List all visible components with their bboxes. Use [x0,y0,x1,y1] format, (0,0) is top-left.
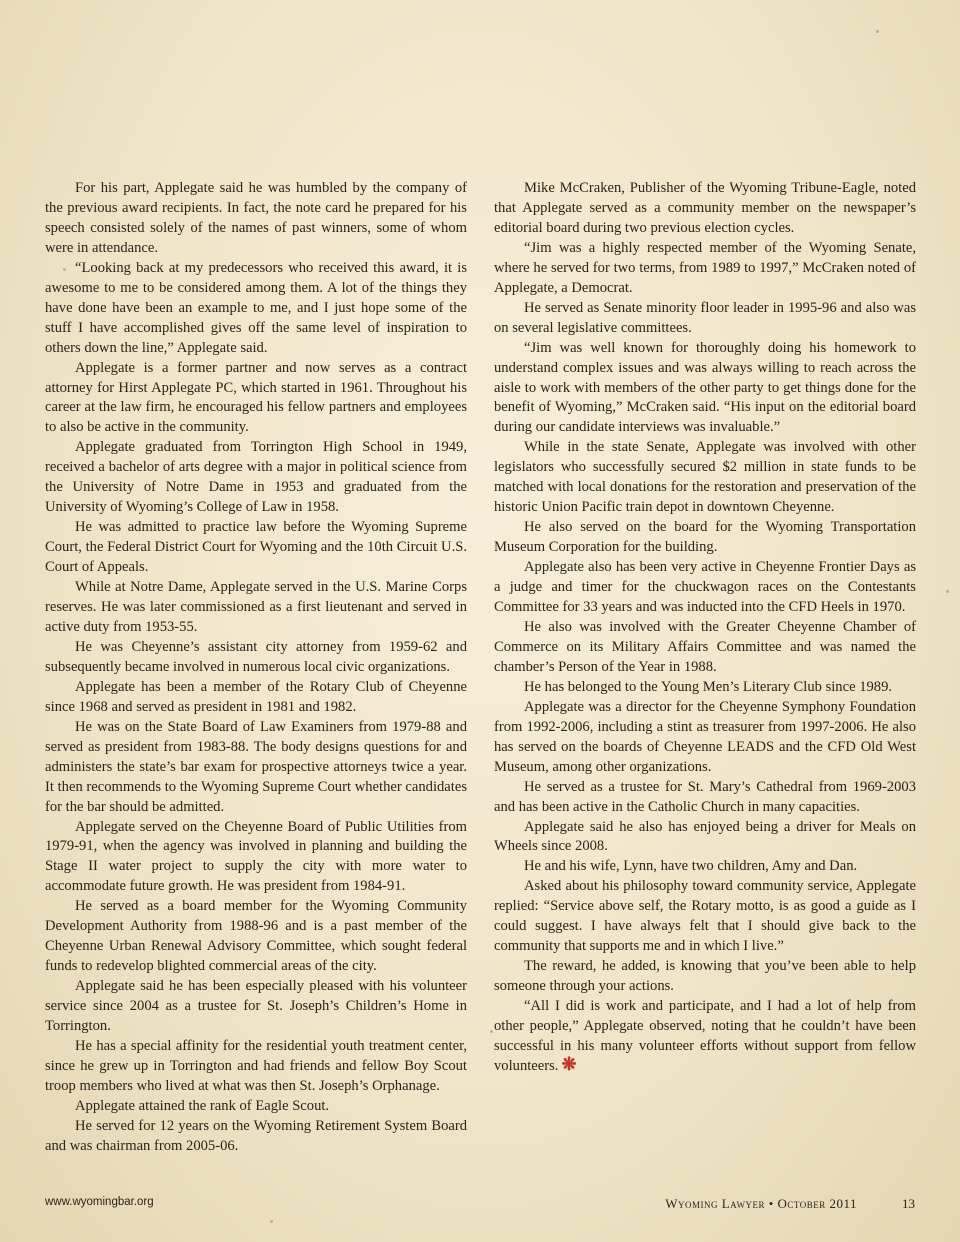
paragraph: Applegate said he has been especially pleased with his volunteer service since 2004 as a trustee for St. Joseph’s Children’s Home in Torrington. [45,978,467,1035]
article-right-column [494,179,916,1077]
paragraph: He served as a board member for the Wyoming Community Development Authority from 1988-96 and is a past member of the Cheyenne Urban Renewal Advisory Committee, which sought federal funds to redevelop blighted commercial areas of the city. [45,898,467,975]
paragraph: He was Cheyenne’s assistant city attorney from 1959-62 and subsequently became involved in numerous local civic organizations. [45,638,467,675]
end-mark-icon: ❋ [561,1053,577,1074]
footer-publication: Wyoming Lawyer • October 2011 [665,1196,857,1211]
paragraph: Applegate has been a member of the Rotary Club of Cheyenne since 1968 and served as president in 1981 and 1982. [45,678,467,715]
paper-speck [876,30,879,33]
footer-url-link[interactable]: www.wyomingbar.org [45,1196,154,1208]
paragraph: Applegate graduated from Torrington High School in 1949, received a bachelor of arts degree with a major in political science from the University of Notre Dame in 1953 and graduated from the University of Wyoming’s College of Law in 1958. [45,439,467,516]
paragraph: “Jim was well known for thoroughly doing his homework to understand complex issues and was always willing to reach across the aisle to work with members of the other party to get things done for the benefit of Wyoming,” McCraken said. “His input on the editorial board during our candidate interviews was invaluable.” [494,339,916,436]
paragraph: The reward, he added, is knowing that you’ve been able to help someone through your actions. [494,958,916,995]
paragraph: Asked about his philosophy toward community service, Applegate replied: “Service above self, the Rotary motto, is as good a guide as I could suggest. I have always felt that I should give back to the community that supports me and in which I live.” [494,878,916,955]
paragraph: He also was involved with the Greater Cheyenne Chamber of Commerce on its Military Affairs Committee and was named the chamber’s Person of the Year in 1988. [494,618,916,675]
paragraph: He has belonged to the Young Men’s Literary Club since 1989. [524,678,893,695]
paragraph: Applegate is a former partner and now serves as a contract attorney for Hirst Applegate PC, which started in 1961. Throughout his career at the law firm, he encouraged his fellow partners and employees to also be active in the community. [45,359,467,436]
paragraph: Applegate served on the Cheyenne Board of Public Utilities from 1979-91, when the agency was involved in planning and building the Stage II water project to supply the city with more water to accommodate future growth. He was president from 1984-91. [45,818,467,895]
paragraph: He was on the State Board of Law Examiners from 1979-88 and served as president from 1983-88. The body designs questions for and administers the state’s bar exam for prospective attorneys twice a year. It then recommends to the Wyoming Supreme Court whether candidates for the bar should be admitted. [45,718,467,815]
paragraph: “Looking back at my predecessors who received this award, it is awesome to me to be considered among them. A lot of the things they have done have been an example to me, and I just hope some of the stuff I have accomplished gives off the same level of inspiration to others down the line,” Applegate said. [45,259,467,356]
page-number: 13 [902,1196,915,1211]
paragraph: Mike McCraken, Publisher of the Wyoming Tribune-Eagle, noted that Applegate served as a community member on the newspaper’s editorial board during two previous election cycles. [494,180,916,236]
paper-speck [490,1030,493,1033]
article-left-column [45,179,467,1157]
page-footer [45,1196,915,1214]
paragraph: While at Notre Dame, Applegate served in the U.S. Marine Corps reserves. He was later commissioned as a first lieutenant and served in active duty from 1953-55. [45,579,467,635]
paragraph: He served as a trustee for St. Mary’s Cathedral from 1969-2003 and has been active in the Catholic Church in many capacities. [494,778,916,815]
paragraph: He and his wife, Lynn, have two children, Amy and Dan. [524,858,858,875]
paragraph: Applegate also has been very active in Cheyenne Frontier Days as a judge and timer for the chuckwagon races on the Contestants Committee for 33 years and was inducted into the CFD Heels in 1970. [494,559,916,616]
paragraph: For his part, Applegate said he was humbled by the company of the previous award recipients. In fact, the note card he prepared for his speech consisted solely of the names of past winners, some of whom were in attendance. [45,180,467,256]
paragraph: He has a special affinity for the residential youth treatment center, since he grew up in Torrington and had friends and fellow Boy Scout troop members who lived at what was then St. Joseph’s Orphanage. [45,1037,467,1094]
paragraph: He also served on the board for the Wyoming Transportation Museum Corporation for the building. [494,519,916,556]
paragraph: Applegate said he also has enjoyed being a driver for Meals on Wheels since 2008. [494,818,916,855]
paragraph: He served as Senate minority floor leader in 1995-96 and also was on several legislative committees. [494,299,916,336]
paragraph-text: “All I did is work and participate, and I had a lot of help from other people,” Applegate observed, noting that he couldn’t have been successful in his many volunteer efforts without support from fellow volunteers. [494,998,916,1074]
paper-speck [946,590,949,593]
paragraph [494,997,916,1077]
paragraph: Applegate attained the rank of Eagle Scout. [75,1097,330,1114]
paragraph: “Jim was a highly respected member of the Wyoming Senate, where he served for two terms, from 1989 to 1997,” McCraken noted of Applegate, a Democrat. [494,239,916,296]
paragraph: Applegate was a director for the Cheyenne Symphony Foundation from 1992-2006, including a stint as treasurer from 1997-2006. He also has served on the boards of Cheyenne LEADS and the CFD Old West Museum, among other organizations. [494,698,916,775]
paragraph: While in the state Senate, Applegate was involved with other legislators who successfully secured $2 million in state funds to be matched with local donations for the restoration and preservation of the historic Union Pacific train depot in downtown Cheyenne. [494,439,916,516]
paper-speck [270,1220,273,1223]
paragraph: He served for 12 years on the Wyoming Retirement System Board and was chairman from 2005-06. [45,1117,467,1154]
paragraph: He was admitted to practice law before the Wyoming Supreme Court, the Federal District Court for Wyoming and the 10th Circuit U.S. Court of Appeals. [45,519,467,576]
